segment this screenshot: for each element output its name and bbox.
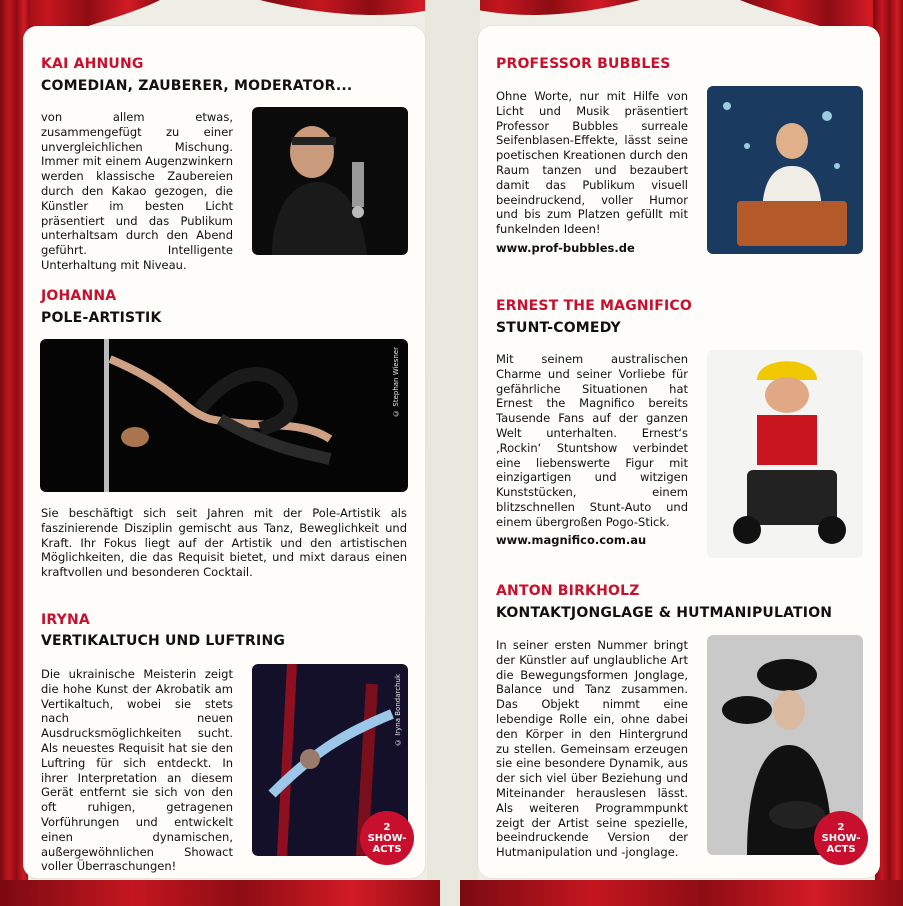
artist-name-iryna: IRYNA	[41, 612, 90, 628]
artist-role-johanna: POLE-ARTISTIK	[41, 310, 162, 326]
left-panel	[23, 26, 425, 878]
artist-name-bubbles: PROFESSOR BUBBLES	[496, 56, 671, 72]
artist-role-iryna: VERTIKALTUCH UND LUFTRING	[41, 633, 286, 649]
artist-name-kai: KAI AHNUNG	[41, 56, 144, 72]
show-acts-badge	[814, 811, 868, 865]
artist-name-anton: ANTON BIRKHOLZ	[496, 583, 640, 599]
url-bubbles[interactable]: www.prof-bubbles.de	[496, 241, 635, 255]
badge-number: 2	[837, 821, 845, 833]
show-acts-badge	[360, 811, 414, 865]
photo-credit-iryna: © Iryna Bondarchuk	[394, 674, 402, 747]
artist-text-kai: von allem etwas, zusammengefügt zu einer unvergleichlichen Mischung. Immer mit einem Augenzwinkern werden klassische Zaubereien durch den Kakao gezogen, die Künstler im besten Licht präsentiert und das Publikum unterhaltsam durch den Abend geführt. Intelligente Unterhaltung mit Niveau.	[41, 110, 233, 272]
badge-line1: SHOW-	[821, 832, 861, 844]
artist-text-johanna: Sie beschäftigt sich seit Jahren mit der Pole-Artistik als faszinierende Disziplin gemischt aus Tanz, Beweglichkeit und Kraft. Ihr Fokus liegt auf der Artistik und den artistischen Möglichkeiten, die das Requisit bietet, und mixt daraus einen kraftvollen und besonderen Cocktail.	[41, 506, 407, 580]
badge-line2: ACTS	[372, 843, 402, 855]
photo-credit-johanna: © Stephan Wiesner	[392, 347, 400, 417]
artist-role-anton: KONTAKTJONGLAGE & HUTMANIPULATION	[496, 605, 833, 621]
artist-text-ernest: Mit seinem australischen Charme und seiner Vorliebe für gefährliche Situationen hat Ernest the Magnifico bereits Tausende Fans auf der ganzen Welt unterhalten. Ernest‘s ‚Rockin‘ Stuntshow verbindet eine liebenswerte Figur mit einzigartigen und witzigen Kunststücken, einem blitzschnellen Stunt-Auto und einem übergroßen Pogo-Stick.	[496, 352, 688, 529]
artist-text-anton: In seiner ersten Nummer bringt der Künstler auf unglaubliche Art die Bewegungsformen Jonglage, Balance und Tanz zusammen. Das Objekt nimmt eine lebendige Rolle ein, ohne dabei den Körper in den Hintergrund zu stellen. Gemeinsam erzeugen sie eine besondere Dynamik, aus der sich viel über Beziehung und Miteinander herauslesen lässt. Als weiteren Programmpunkt zeigt der Artist seine spezielle, beeindruckende Version der Hutmanipulation und -jonglage.	[496, 638, 688, 860]
photo-johanna	[40, 339, 408, 492]
artist-text-iryna: Die ukrainische Meisterin zeigt die hohe Kunst der Akrobatik am Vertikaltuch, wobei sie stets nach neuen Ausdrucksmöglichkeiten sucht. Als neuestes Requisit hat sie den Luftring für sich entdeckt. In ihrer Interpretation an diesem Gerät entfernt sie sich von den oft ruhigen, getragenen Vorführungen und entwickelt einen dynamischen, außergewöhnlichen Showact voller Überraschungen!	[41, 667, 233, 874]
artist-name-johanna: JOHANNA	[41, 288, 117, 304]
badge-number: 2	[383, 821, 391, 833]
artist-role-ernest: STUNT-COMEDY	[496, 320, 621, 336]
photo-kai	[252, 107, 408, 255]
photo-ernest	[707, 350, 863, 558]
artist-text-bubbles: Ohne Worte, nur mit Hilfe von Licht und Musik präsentiert Professor Bubbles surreale Seifenblasen-Effekte, lässt seine poetischen Kreationen durch den Raum tanzen und bezaubert damit das Publikum visuell beeindruckend, voller Humor und bis zum Platzen gefüllt mit funkelnden Ideen!	[496, 89, 688, 237]
badge-line2: ACTS	[826, 843, 856, 855]
right-panel	[478, 26, 880, 878]
artist-role-kai: COMEDIAN, ZAUBERER, MODERATOR...	[41, 78, 353, 94]
photo-bubbles	[707, 86, 863, 254]
badge-line1: SHOW-	[367, 832, 407, 844]
artist-name-ernest: ERNEST THE MAGNIFICO	[496, 298, 692, 314]
url-ernest[interactable]: www.magnifico.com.au	[496, 533, 647, 547]
